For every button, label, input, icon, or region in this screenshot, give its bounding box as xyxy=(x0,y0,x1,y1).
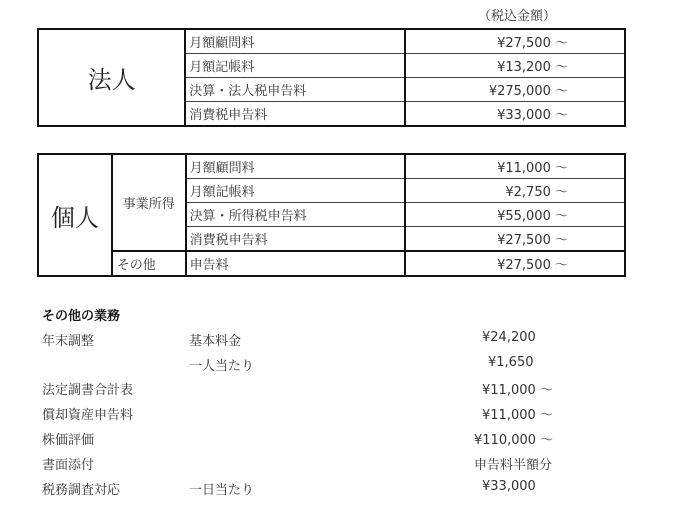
subcategory-other: その他 xyxy=(112,251,186,276)
subcategory-business-income: 事業所得 xyxy=(112,154,186,251)
service-name: 書面添付 xyxy=(42,458,95,473)
service-name: 年末調整 xyxy=(42,334,95,349)
tax-included-note: （税込金額） xyxy=(478,9,557,24)
fee-item: 決算・所得税申告料 xyxy=(186,203,405,227)
service-value: ¥33,000 xyxy=(482,479,536,494)
fee-amount: ¥27,500 ～ xyxy=(405,29,625,54)
service-name: 法定調書合計表 xyxy=(42,383,134,398)
service-value: ¥24,200 xyxy=(482,330,536,345)
service-value: ¥11,000 ～ xyxy=(482,383,553,398)
list-item xyxy=(42,404,602,428)
fee-amount: ¥55,000 ～ xyxy=(405,203,625,227)
category-corporate: 法人 xyxy=(38,29,185,126)
fee-amount: ¥11,000 ～ xyxy=(405,154,625,179)
category-individual: 個人 xyxy=(38,154,112,276)
service-value: ¥11,000 ～ xyxy=(482,408,553,423)
list-item xyxy=(42,479,602,503)
service-value: ¥1,650 xyxy=(488,355,534,370)
individual-fee-table xyxy=(37,153,626,277)
service-sub: 一日当たり xyxy=(189,483,255,498)
list-item xyxy=(42,330,602,354)
fee-item: 月額顧問料 xyxy=(186,154,405,179)
fee-item: 決算・法人税申告料 xyxy=(185,78,404,102)
service-value: ¥110,000 ～ xyxy=(474,433,554,448)
fee-item: 申告料 xyxy=(186,251,405,276)
fee-item: 消費税申告料 xyxy=(186,227,405,252)
service-name: 株価評価 xyxy=(42,433,95,448)
list-item xyxy=(42,454,602,478)
list-item xyxy=(42,379,602,403)
fee-item: 消費税申告料 xyxy=(185,102,404,127)
other-services-title: その他の業務 xyxy=(42,309,121,324)
corporate-fee-table xyxy=(37,28,626,127)
fee-amount: ¥13,200 ～ xyxy=(405,54,625,78)
list-item xyxy=(42,429,602,453)
fee-amount: ¥33,000 ～ xyxy=(405,102,625,127)
fee-item: 月額記帳料 xyxy=(185,54,404,78)
service-name: 償却資産申告料 xyxy=(42,408,134,423)
service-value: 申告料半額分 xyxy=(474,458,553,473)
table-row xyxy=(38,29,625,54)
service-name: 税務調査対応 xyxy=(42,483,121,498)
fee-item: 月額顧問料 xyxy=(185,29,404,54)
fee-amount: ¥275,000 ～ xyxy=(405,78,625,102)
table-row xyxy=(38,154,625,179)
table-row xyxy=(38,251,625,276)
fee-amount: ¥27,500 ～ xyxy=(405,227,625,252)
fee-amount: ¥2,750 ～ xyxy=(405,179,625,203)
service-sub: 一人当たり xyxy=(189,359,255,374)
list-item xyxy=(42,355,602,379)
service-sub: 基本料金 xyxy=(189,334,242,349)
fee-item: 月額記帳料 xyxy=(186,179,405,203)
fee-amount: ¥27,500 ～ xyxy=(405,251,625,276)
